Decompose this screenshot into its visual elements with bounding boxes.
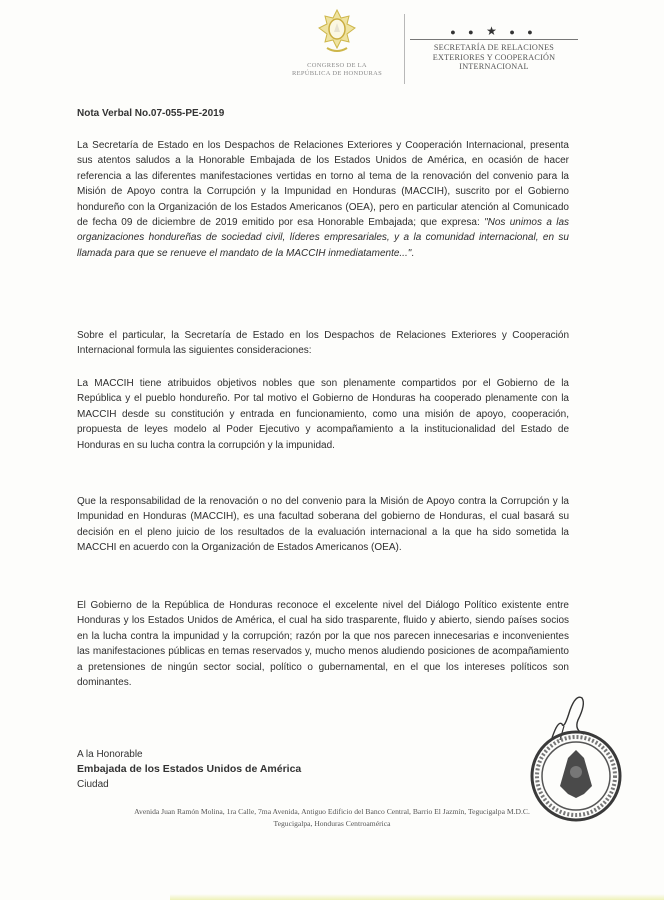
header-rule	[410, 39, 578, 40]
paragraph-political-dialogue: El Gobierno de la República de Honduras reconoce el excelente nivel del Diálogo Político existente entre Honduras y los Estados Unidos de América, el cual ha sido trasparente, fluido y abierto, siendo países socios en la lucha contra la impunidad y la corrupción; razón por la que nos parecen innecesarias e inconvenientes las manifestaciones públicas en temas reservados y, mucho menos aludiendo posiciones de acompañamiento a pretensiones de ningún sector social, político o gubernamental, en el que los intereses políticos son dominantes.	[77, 600, 569, 689]
addressee-block	[77, 747, 301, 792]
ministry-address-footer	[77, 806, 587, 830]
paragraph-text: .	[411, 247, 415, 259]
ministry-header	[410, 26, 578, 72]
paragraph-maccih-objectives: La MACCIH tiene atribuidos objetivos nobles que son plenamente compartidos por el Gobierno de la República y el pueblo hondureño. Por tal motivo el Gobierno de Honduras ha cooperado plenamente con la MACCIH desde su constitución y entrada en funcionamiento, como una misión de apoyo, cooperación, propuesta de leyes modelo al Poder Ejecutivo y acompañamiento a la institucionalidad del Estado de Honduras en su lucha contra la corrupción y la impunidad.	[77, 378, 569, 451]
paragraph-considerations: Sobre el particular, la Secretaría de Estado en los Despachos de Relaciones Exteriores y Cooperación Internacional formula las siguientes consideraciones:	[77, 330, 569, 357]
congress-caption	[272, 62, 402, 78]
addressee-name: Embajada de los Estados Unidos de América	[77, 763, 302, 775]
ministry-line: SECRETARÍA DE RELACIONES	[433, 43, 555, 52]
header-divider	[404, 14, 405, 84]
addressee-salutation: A la Honorable	[77, 749, 143, 760]
congress-header	[272, 8, 402, 78]
addressee-city: Ciudad	[77, 779, 109, 790]
footer-address-line: Tegucigalpa, Honduras Centroamérica	[273, 819, 391, 828]
footer-address-line: Avenida Juan Ramón Molina, 1ra Calle, 7ma Avenida, Antiguo Edificio del Banco Central, Barrio El Jazmín, Tegucigalpa M.D.C.	[134, 807, 530, 816]
ministry-name	[410, 43, 578, 72]
paragraph-text: La Secretaría de Estado en los Despachos de Relaciones Exteriores y Cooperación Internacional, presenta sus atentos saludos a la Honorable Embajada de los Estados Unidos de América, en ocasión de hacer referencia a las diferentes manifestaciones vertidas en torno al tema de la renovación del convenio para la Misión de Apoyo contra la Corrupción y la Impunidad en Honduras (MACCIH), suscrito por el Gobierno hondureño con la Organización de los Estados Americanos (OEA), pero en particular atención al Comunicado de fecha 09 de diciembre de 2019 emitido por esa Honorable Embajada; que expresa:	[77, 140, 569, 229]
stars-icon: ● ● ★ ● ●	[450, 24, 538, 38]
quoted-statement: "Nos unimos a las organizaciones hondureñas de sociedad civil, líderes empresariales, y a la comunidad internacional, en su llamada para que se renueve el mandato de la MACCIH inmediatamente..."	[77, 217, 570, 259]
ministry-line: EXTERIORES Y COOPERACIÓN	[432, 52, 556, 62]
caption-line: REPÚBLICA DE HONDURAS	[291, 70, 383, 77]
caption-line: CONGRESO DE LA	[307, 62, 367, 69]
paragraph-sovereign-decision: Que la responsabilidad de la renovación o no del convenio para la Misión de Apoyo contra la Corrupción y la Impunidad en Honduras (MACCIH), es una facultad soberana del gobierno de Honduras, el cual basará su decisión en el pleno juicio de los resultados de la evaluación internacional a la que ha sido sometida la MACCHI en acuerdo con la Organización de Estados Americanos (OEA).	[77, 496, 569, 554]
note-number: Nota Verbal No.07-055-PE-2019	[77, 108, 225, 119]
paragraph-intro	[77, 138, 569, 261]
ministry-line: INTERNACIONAL	[459, 62, 529, 71]
honduras-coat-of-arms-icon	[317, 8, 357, 56]
scan-edge	[170, 894, 664, 900]
